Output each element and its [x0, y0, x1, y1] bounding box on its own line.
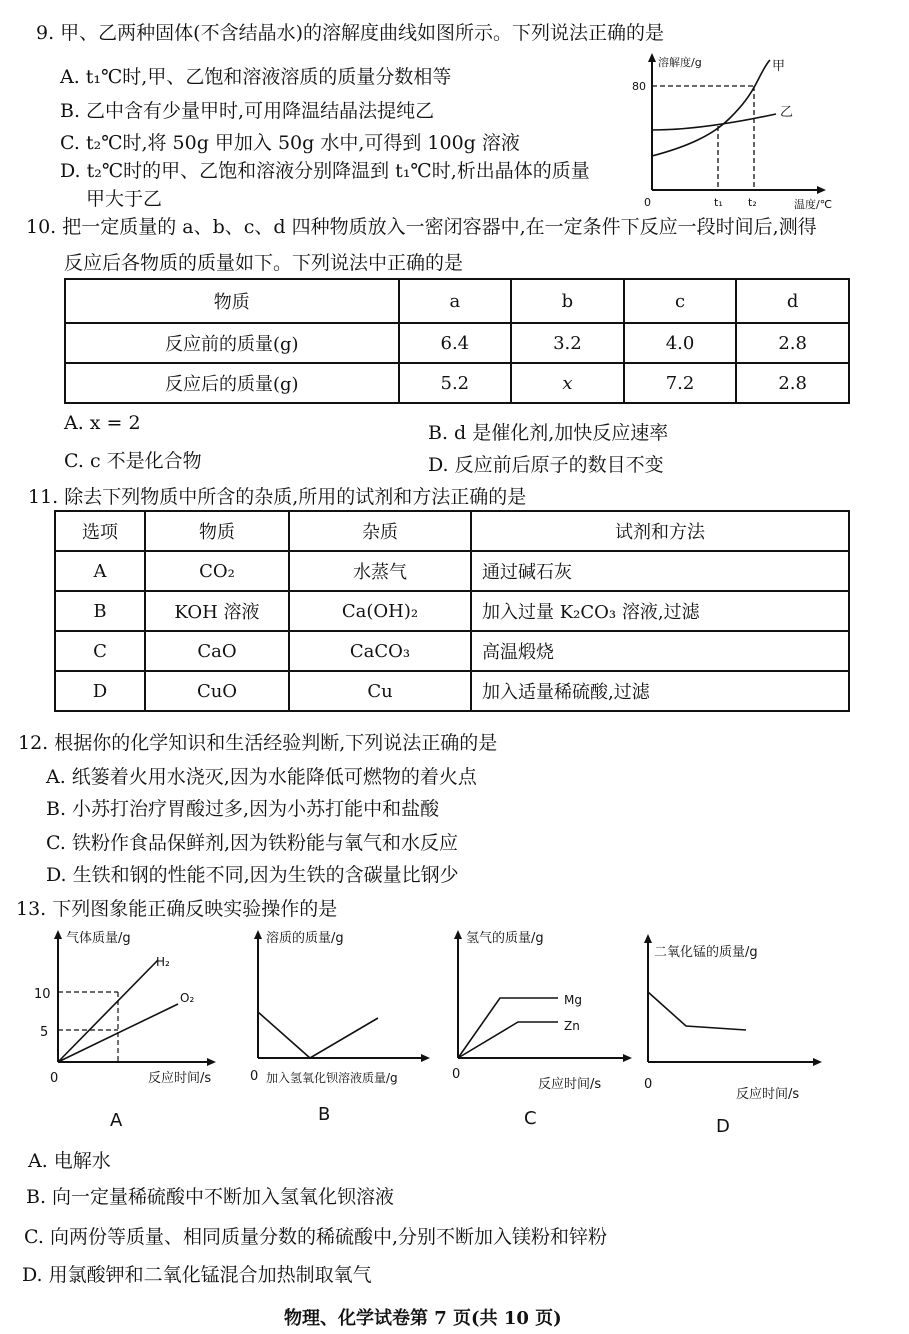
graph-b-xlabel: 加入氢氧化钡溶液质量/g	[266, 1071, 398, 1085]
table-cell: 6.4	[399, 323, 512, 363]
table-cell: 7.2	[624, 363, 737, 403]
table-row	[55, 551, 849, 591]
q13-option-a: A. 电解水	[28, 1150, 111, 1172]
graph-b-line	[258, 1012, 378, 1058]
q13-option-b: B. 向一定量稀硫酸中不断加入氢氧化钡溶液	[26, 1186, 395, 1208]
q9-series-jia: 甲	[772, 59, 786, 74]
q12-stem: 12. 根据你的化学知识和生活经验判断,下列说法正确的是	[18, 732, 498, 754]
q9-y80: 80	[632, 80, 646, 93]
graph-c-letter: C	[524, 1108, 537, 1129]
table-cell: 通过碱石灰	[471, 551, 849, 591]
graph-b-origin: 0	[250, 1069, 259, 1084]
graph-b-letter: B	[318, 1104, 331, 1125]
graph-a-y10: 10	[34, 987, 51, 1002]
q9-option-c: C. t₂℃时,将 50g 甲加入 50g 水中,可得到 100g 溶液	[60, 132, 520, 154]
graph-b-ylabel: 溶质的质量/g	[266, 931, 344, 946]
page-footer: 物理、化学试卷第 7 页(共 10 页)	[284, 1308, 562, 1329]
table-cell: CO₂	[145, 551, 289, 591]
q10-option-c: C. c 不是化合物	[64, 450, 202, 472]
q10-option-b: B. d 是催化剂,加快反应速率	[428, 422, 669, 444]
table-cell: 4.0	[624, 323, 737, 363]
graph-c-xlabel: 反应时间/s	[538, 1077, 602, 1092]
q10-header-substance: 物质	[65, 279, 399, 323]
graph-c-series-mg: Mg	[564, 993, 582, 1007]
table-cell: CaCO₃	[289, 631, 471, 671]
q9-stem: 9. 甲、乙两种固体(不含结晶水)的溶解度曲线如图所示。下列说法正确的是	[36, 22, 664, 44]
q9-curve-jia	[652, 60, 770, 156]
table-cell: Ca(OH)₂	[289, 591, 471, 631]
table-cell: KOH 溶液	[145, 591, 289, 631]
graph-d-xlabel: 反应时间/s	[736, 1087, 800, 1102]
q10-header-a: a	[399, 279, 512, 323]
graph-c-ylabel: 氢气的质量/g	[466, 931, 544, 946]
graph-a-xlabel: 反应时间/s	[148, 1071, 212, 1086]
q9-series-yi: 乙	[780, 105, 794, 120]
graph-d-origin: 0	[644, 1077, 653, 1092]
q11-header-method: 试剂和方法	[471, 511, 849, 551]
q9-t2: t₂	[748, 196, 757, 209]
table-cell: 反应后的质量(g)	[65, 363, 399, 403]
q9-t1: t₁	[714, 196, 723, 209]
q10-table	[64, 278, 850, 404]
q10-stem: 10. 把一定质量的 a、b、c、d 四种物质放入一密闭容器中,在一定条件下反应一段时间后,测得	[26, 216, 817, 238]
table-cell: C	[55, 631, 145, 671]
q11-stem: 11. 除去下列物质中所含的杂质,所用的试剂和方法正确的是	[28, 486, 527, 508]
q12-option-d: D. 生铁和钢的性能不同,因为生铁的含碳量比钢少	[46, 864, 459, 886]
q13-option-c: C. 向两份等质量、相同质量分数的稀硫酸中,分别不断加入镁粉和锌粉	[24, 1226, 607, 1248]
graph-d-ylabel: 二氧化锰的质量/g	[654, 945, 758, 960]
q12-option-a: A. 纸篓着火用水浇灭,因为水能降低可燃物的着火点	[46, 766, 477, 788]
table-cell: 3.2	[511, 323, 624, 363]
graph-c-line-zn	[458, 1022, 558, 1058]
graph-a-y5: 5	[40, 1025, 49, 1040]
table-cell: 高温煅烧	[471, 631, 849, 671]
q9-curve-yi	[652, 114, 776, 130]
table-row	[55, 591, 849, 631]
graph-c-series-zn: Zn	[564, 1019, 580, 1033]
q13-option-d: D. 用氯酸钾和二氧化锰混合加热制取氧气	[22, 1264, 372, 1286]
q9-option-b: B. 乙中含有少量甲时,可用降温结晶法提纯乙	[60, 100, 435, 122]
graph-a-series-h2: H₂	[156, 955, 170, 969]
q10-option-a: A. x = 2	[64, 412, 141, 434]
q9-option-d-cont: 甲大于乙	[86, 188, 163, 210]
q12-option-c: C. 铁粉作食品保鲜剂,因为铁粉能与氧气和水反应	[46, 832, 458, 854]
q11-header-option: 选项	[55, 511, 145, 551]
q13-graph-b	[240, 922, 450, 1132]
q9-solubility-graph	[630, 50, 900, 210]
q13-graph-d	[640, 930, 840, 1142]
table-cell: D	[55, 671, 145, 711]
q13-stem: 13. 下列图象能正确反映实验操作的是	[16, 898, 338, 920]
table-cell: B	[55, 591, 145, 631]
table-cell: 2.8	[736, 363, 849, 403]
q13-graph-a	[30, 922, 240, 1132]
q10-header-b: b	[511, 279, 624, 323]
q9-xlabel: 温度/℃	[794, 198, 833, 210]
q11-header-substance: 物质	[145, 511, 289, 551]
q9-ylabel: 溶解度/g	[658, 56, 702, 69]
graph-a-line-h2	[58, 960, 158, 1062]
q9-origin: 0	[644, 196, 651, 209]
q10-stem-cont: 反应后各物质的质量如下。下列说法中正确的是	[64, 252, 464, 274]
graph-d-line	[648, 992, 746, 1030]
graph-a-series-o2: O₂	[180, 991, 195, 1005]
graph-a-origin: 0	[50, 1071, 59, 1086]
table-cell: CaO	[145, 631, 289, 671]
q12-option-b: B. 小苏打治疗胃酸过多,因为小苏打能中和盐酸	[46, 798, 440, 820]
q10-header-c: c	[624, 279, 737, 323]
graph-a-letter: A	[110, 1110, 123, 1131]
table-cell: x	[511, 363, 624, 403]
table-row	[55, 631, 849, 671]
table-cell: CuO	[145, 671, 289, 711]
table-cell: 加入适量稀硫酸,过滤	[471, 671, 849, 711]
graph-c-origin: 0	[452, 1067, 461, 1082]
table-cell: 2.8	[736, 323, 849, 363]
q9-option-d: D. t₂℃时的甲、乙饱和溶液分别降温到 t₁℃时,析出晶体的质量	[60, 160, 590, 182]
table-row	[65, 323, 849, 363]
table-row	[65, 363, 849, 403]
table-cell: 水蒸气	[289, 551, 471, 591]
q10-header-d: d	[736, 279, 849, 323]
q11-header-impurity: 杂质	[289, 511, 471, 551]
table-cell: 加入过量 K₂CO₃ 溶液,过滤	[471, 591, 849, 631]
q13-graph-c	[448, 922, 648, 1132]
q9-option-a: A. t₁℃时,甲、乙饱和溶液溶质的质量分数相等	[60, 66, 452, 88]
graph-d-letter: D	[716, 1116, 730, 1137]
table-cell: 5.2	[399, 363, 512, 403]
table-row	[55, 671, 849, 711]
table-cell: Cu	[289, 671, 471, 711]
q10-option-d: D. 反应前后原子的数目不变	[428, 454, 664, 476]
table-cell: 反应前的质量(g)	[65, 323, 399, 363]
graph-a-ylabel: 气体质量/g	[66, 931, 131, 946]
q11-table	[54, 510, 850, 712]
table-cell: A	[55, 551, 145, 591]
